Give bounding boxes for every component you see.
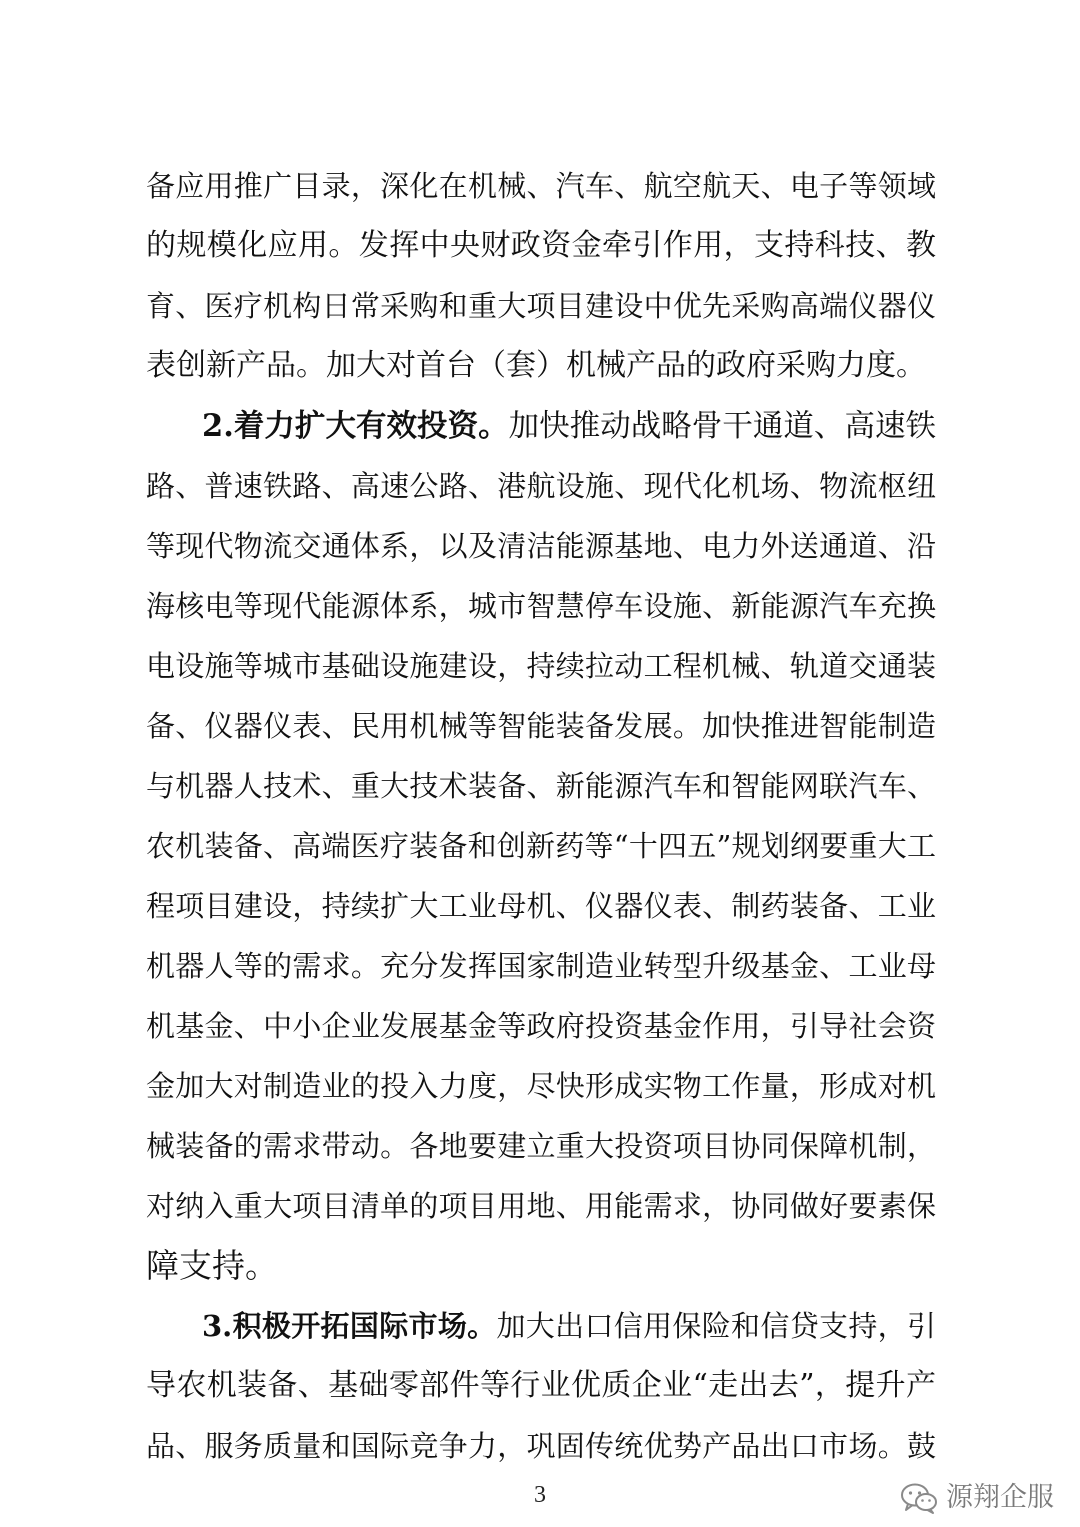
paragraph-line: 导农机装备、基础零部件等行业优质企业“走出去”，提升产 (146, 1368, 936, 1403)
section-heading: 3.积极开拓国际市场。 (202, 1309, 497, 1343)
paragraph-line: 等现代物流交通体系，以及清洁能源基地、电力外送通道、沿 (146, 529, 936, 563)
paragraph-line: 械装备的需求带动。各地要建立重大投资项目协同保障机制， (146, 1129, 936, 1163)
watermark (900, 1478, 1054, 1518)
section-heading-line: 2.着力扩大有效投资。加快推动战略骨干通道、高速铁 (202, 408, 936, 444)
paragraph-line: 品、服务质量和国际竞争力，巩固传统优势产品出口市场。鼓 (146, 1429, 936, 1463)
paragraph-line: 备应用推广目录，深化在机械、汽车、航空航天、电子等领域 (146, 169, 936, 203)
paragraph-line: 海核电等现代能源体系，城市智慧停车设施、新能源汽车充换 (146, 589, 936, 623)
paragraph-line: 表创新产品。加大对首台（套）机械产品的政府采购力度。 (146, 348, 926, 383)
paragraph-line: 金加大对制造业的投入力度，尽快形成实物工作量，形成对机 (146, 1069, 936, 1103)
page-number: 3 (534, 1482, 546, 1508)
paragraph-line: 农机装备、高端医疗装备和创新药等“十四五”规划纲要重大工 (146, 829, 936, 863)
paragraph-line: 对纳入重大项目清单的项目用地、用能需求，协同做好要素保 (146, 1189, 936, 1223)
paragraph-line: 备、仪器仪表、民用机械等智能装备发展。加快推进智能制造 (146, 709, 936, 743)
paragraph-line: 障支持。 (146, 1246, 278, 1285)
paragraph-line: 机器人等的需求。充分发挥国家制造业转型升级基金、工业母 (146, 949, 936, 983)
paragraph-line: 的规模化应用。发挥中央财政资金牵引作用，支持科技、教 (146, 228, 936, 263)
section-heading: 2.着力扩大有效投资。 (202, 408, 509, 444)
paragraph-line: 育、医疗机构日常采购和重大项目建设中优先采购高端仪器仪 (146, 289, 936, 323)
watermark-text: 源翔企服 (946, 1482, 1054, 1513)
paragraph-line: 路、普速铁路、高速公路、港航设施、现代化机场、物流枢纽 (146, 469, 936, 503)
paragraph-line: 电设施等城市基础设施建设，持续拉动工程机械、轨道交通装 (146, 649, 936, 683)
section-heading-line: 3.积极开拓国际市场。加大出口信用保险和信贷支持，引 (202, 1309, 936, 1343)
paragraph-line: 与机器人技术、重大技术装备、新能源汽车和智能网联汽车、 (146, 769, 936, 803)
paragraph-line: 机基金、中小企业发展基金等政府投资基金作用，引导社会资 (146, 1009, 936, 1043)
wechat-icon (900, 1482, 938, 1514)
paragraph-line: 程项目建设，持续扩大工业母机、仪器仪表、制药装备、工业 (146, 889, 936, 923)
